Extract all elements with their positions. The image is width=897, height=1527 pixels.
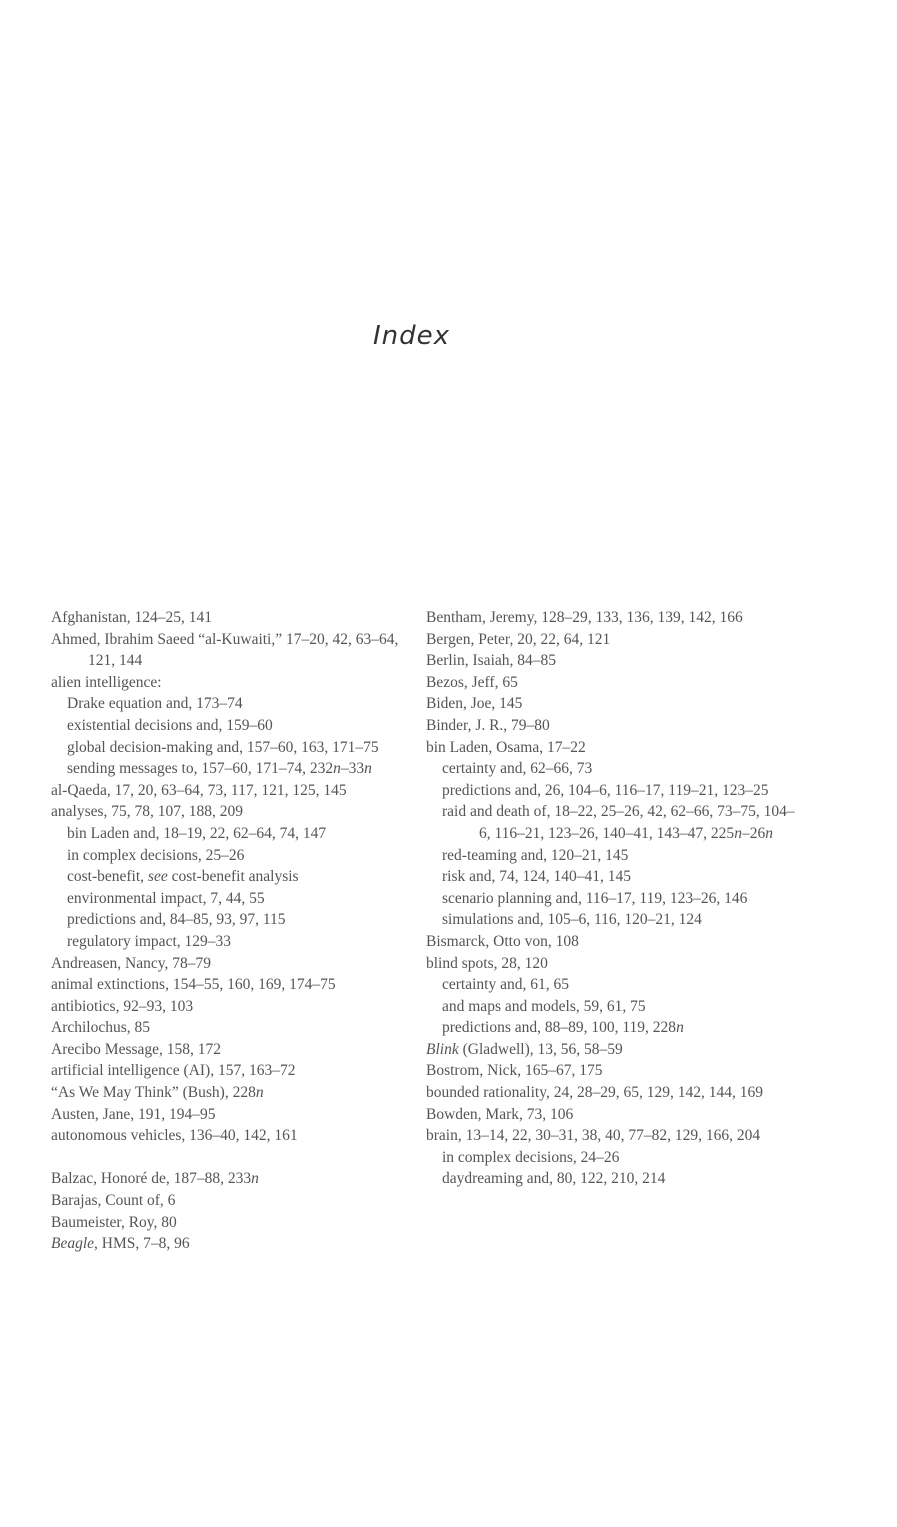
index-entry: Bismarck, Otto von, 108 (426, 932, 579, 950)
index-entry: “As We May Think” (Bush), 228n (51, 1084, 264, 1102)
index-subentry: environmental impact, 7, 44, 55 (67, 889, 265, 907)
index-entry: antibiotics, 92–93, 103 (51, 997, 194, 1015)
index-entry: Bowden, Mark, 73, 106 (426, 1105, 574, 1123)
index-entry: alien intelligence: (51, 673, 162, 691)
index-entry: animal extinctions, 154–55, 160, 169, 174–75 (51, 976, 336, 994)
index-column-left (51, 607, 421, 1255)
index-subentry: existential decisions and, 159–60 (67, 716, 273, 734)
index-entry: Biden, Joe, 145 (426, 695, 523, 713)
index-entry: Binder, J. R., 79–80 (426, 716, 550, 734)
index-subentry: Drake equation and, 173–74 (67, 695, 243, 713)
index-entry: Ahmed, Ibrahim Saeed “al-Kuwaiti,” 17–20, 42, 63–64, 121, 144 (51, 630, 399, 670)
index-entry: autonomous vehicles, 136–40, 142, 161 (51, 1127, 298, 1145)
index-entry: Blink (Gladwell), 13, 56, 58–59 (426, 1040, 623, 1058)
index-entry: Bentham, Jeremy, 128–29, 133, 136, 139, 142, 166 (426, 609, 743, 626)
index-subentry: predictions and, 88–89, 100, 119, 228n (442, 1019, 684, 1037)
index-column-right (426, 607, 796, 1190)
index-entry: Afghanistan, 124–25, 141 (51, 609, 213, 626)
index-subentry: raid and death of, 18–22, 25–26, 42, 62–66, 73–75, 104–6, 116–21, 123–26, 140–41, 143–47, 225n–26n (442, 803, 795, 842)
index-entry: artificial intelligence (AI), 157, 163–72 (51, 1062, 296, 1080)
index-subentry: predictions and, 84–85, 93, 97, 115 (67, 911, 286, 929)
index-subentry: global decision-making and, 157–60, 163, 171–75 (67, 738, 379, 756)
index-entry: bounded rationality, 24, 28–29, 65, 129, 142, 144, 169 (426, 1084, 763, 1102)
index-entry: brain, 13–14, 22, 30–31, 38, 40, 77–82, 129, 166, 204 (426, 1127, 761, 1145)
index-subentry: daydreaming and, 80, 122, 210, 214 (442, 1170, 666, 1188)
index-subentry: and maps and models, 59, 61, 75 (442, 997, 646, 1015)
index-entry: Archilochus, 85 (51, 1019, 151, 1037)
index-entry: al-Qaeda, 17, 20, 63–64, 73, 117, 121, 125, 145 (51, 781, 347, 799)
letter-group-gap (51, 1147, 421, 1169)
index-subentry: cost-benefit, see cost-benefit analysis (67, 868, 299, 886)
index-subentry: certainty and, 61, 65 (442, 976, 569, 994)
index-entry: Austen, Jane, 191, 194–95 (51, 1105, 216, 1123)
index-subentry: in complex decisions, 24–26 (442, 1148, 620, 1166)
index-entry: Arecibo Message, 158, 172 (51, 1040, 222, 1058)
index-subentry: scenario planning and, 116–17, 119, 123–26, 146 (442, 889, 748, 907)
index-subentry: sending messages to, 157–60, 171–74, 232n–33n (67, 760, 372, 778)
index-entry: Beagle, HMS, 7–8, 96 (51, 1235, 190, 1253)
index-entry: Barajas, Count of, 6 (51, 1192, 176, 1210)
index-entry: Baumeister, Roy, 80 (51, 1213, 177, 1231)
index-subentry: risk and, 74, 124, 140–41, 145 (442, 868, 632, 886)
page-title: Index (372, 321, 451, 351)
index-entry: blind spots, 28, 120 (426, 954, 548, 972)
index-subentry: predictions and, 26, 104–6, 116–17, 119–21, 123–25 (442, 781, 769, 799)
index-entry: Balzac, Honoré de, 187–88, 233n (51, 1170, 259, 1188)
index-entry: Bergen, Peter, 20, 22, 64, 121 (426, 630, 611, 648)
index-entry: Bezos, Jeff, 65 (426, 673, 518, 691)
index-entry: Bostrom, Nick, 165–67, 175 (426, 1062, 603, 1080)
index-entry: bin Laden, Osama, 17–22 (426, 738, 586, 756)
index-subentry: red-teaming and, 120–21, 145 (442, 846, 629, 864)
index-entry: Berlin, Isaiah, 84–85 (426, 652, 557, 670)
index-subentry: certainty and, 62–66, 73 (442, 760, 593, 778)
index-subentry: in complex decisions, 25–26 (67, 846, 245, 864)
index-subentry: simulations and, 105–6, 116, 120–21, 124 (442, 911, 702, 929)
index-entry: Andreasen, Nancy, 78–79 (51, 954, 211, 972)
index-entry: analyses, 75, 78, 107, 188, 209 (51, 803, 244, 821)
index-subentry: regulatory impact, 129–33 (67, 932, 231, 950)
index-subentry: bin Laden and, 18–19, 22, 62–64, 74, 147 (67, 824, 327, 842)
